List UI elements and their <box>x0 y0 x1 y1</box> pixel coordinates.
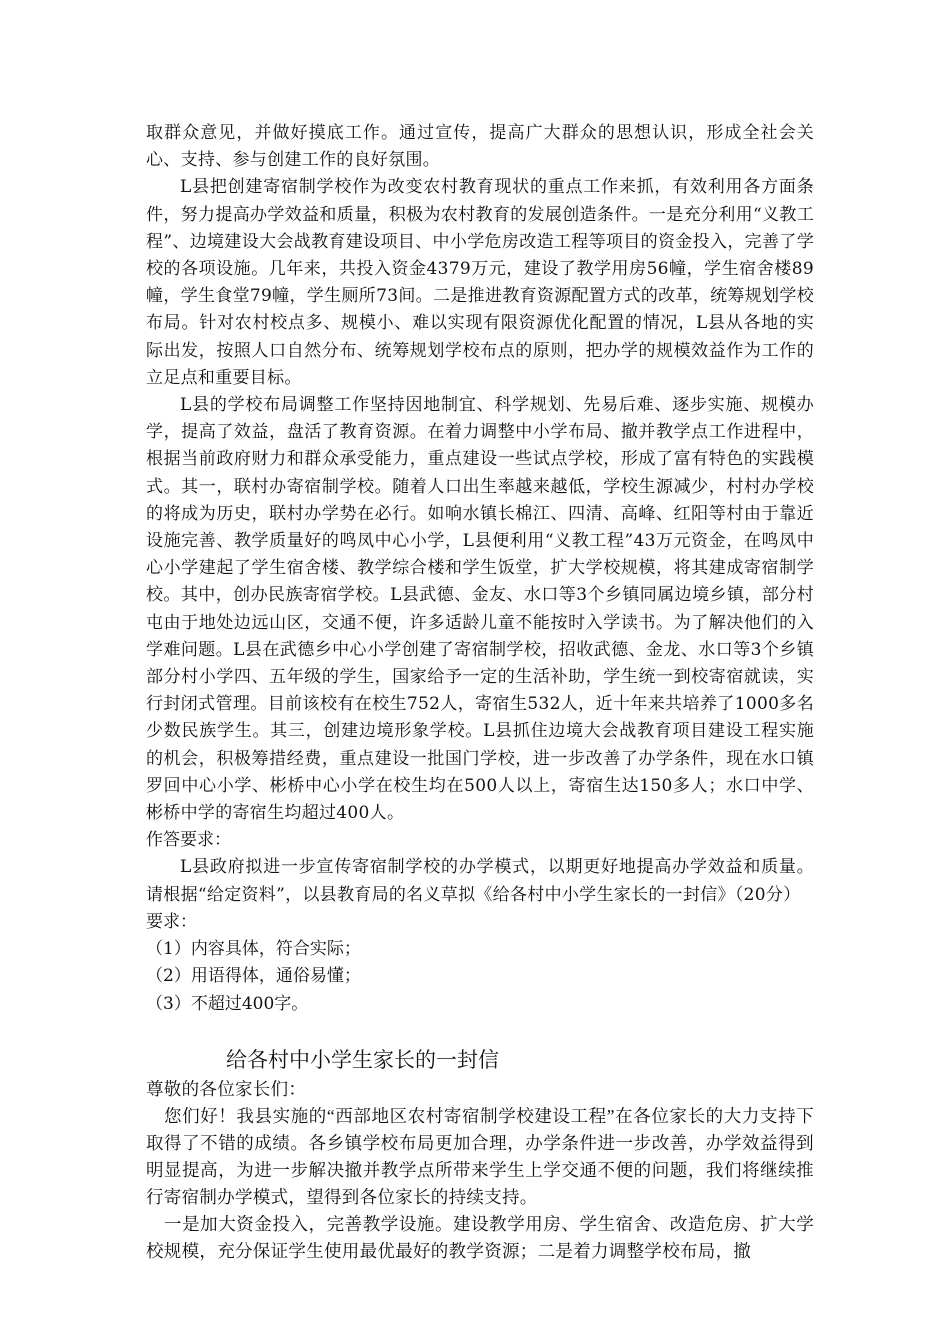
requirements-label: 要求： <box>146 911 197 932</box>
material-paragraph-3: L县的学校布局调整工作坚持因地制宜、科学规划、先易后难、逐步实施、规模办学，提高了效益，盘活了教育资源。在着力调整中小学布局、撤并教学点工作进程中，根据当前政府财力和群众承受能力，重点建设一些试点学校，形成了富有特色的实践模式。其一，联村办寄宿制学校。随着人口出生率越来越低，学校生源减少，村村办学校的将成为历史，联村办学势在必行。如响水镇长棉江、四清、高峰、红阳等村由于靠近设施完善、教学质量好的鸣凤中心小学，L县便利用“义教工程”43万元资金，在鸣凤中心小学建起了学生宿舍楼、教学综合楼和学生饭堂，扩大学校规模，将其建成寄宿制学校。其中，创办民族寄宿学校。L县武德、金友、水口等3个乡镇同属边境乡镇，部分村屯由于地处边远山区，交通不便，许多适龄儿童不能按时入学读书。为了解决他们的入学难问题。L县在武德乡中心小学创建了寄宿制学校，招收武德、金龙、水口等3个乡镇部分村小学四、五年级的学生，国家给予一定的生活补助，学生统一到校寄宿就读，实行封闭式管理。目前该校有在校生752人，寄宿生532人，近十年来共培养了1000多名少数民族学生。其三，创建边境形象学校。L县抓住边境大会战教育项目建设工程实施的机会，积极筹措经费，重点建设一批国门学校，进一步改善了办学条件，现在水口镇罗回中心小学、彬桥中心小学在校生均在500人以上，寄宿生达150多人；水口中学、彬桥中学的寄宿生均超过400人。 <box>146 395 814 824</box>
material-paragraph-1: 取群众意见，并做好摸底工作。通过宣传，提高广大群众的思想认识，形成全社会关心、支持、参与创建工作的良好氛围。 <box>146 123 814 171</box>
letter-salutation: 尊敬的各位家长们： <box>146 1078 307 1099</box>
letter-paragraph-1: 您们好！我县实施的“西部地区农村寄宿制学校建设工程”在各位家长的大力支持下取得了不错的成绩。各乡镇学校布局更加合理，办学条件进一步改善，办学效益得到明显提高，为进一步解决撤并教学点所带来学生上学交通不便的问题，我们将继续推行寄宿制办学模式，望得到各位家长的持续支持。 <box>146 1105 814 1207</box>
requirement-item: （1）内容具体，符合实际； <box>146 939 361 960</box>
letter-paragraph-2: 一是加大资金投入，完善教学设施。建设教学用房、学生宿舍、改造危房、扩大学校规模，充分保证学生使用最优最好的教学资源；二是着力调整学校布局，撤 <box>146 1213 814 1261</box>
requirement-item: （2）用语得体，通俗易懂； <box>146 966 361 987</box>
requirement-item: （3）不超过400字。 <box>146 993 309 1014</box>
task-label: 作答要求： <box>146 830 231 851</box>
task-prompt: L县政府拟进一步宣传寄宿制学校的办学模式，以期更好地提高办学效益和质量。请根据“给定资料”，以县教育局的名义草拟《给各村中小学生家长的一封信》（20分） <box>146 857 814 905</box>
material-paragraph-2: L县把创建寄宿制学校作为改变农村教育现状的重点工作来抓，有效利用各方面条件，努力提高办学效益和质量，积极为农村教育的发展创造条件。一是充分利用“义教工程”、边境建设大会战教育建设项目、中小学危房改造工程等项目的资金投入，完善了学校的各项设施。几年来，共投入资金4379万元，建设了教学用房56幢，学生宿舍楼89幢，学生食堂79幢，学生厕所73间。二是推进教育资源配置方式的改革，统筹规划学校布局。针对农村校点多、规模小、难以实现有限资源优化配置的情况，L县从各地的实际出发，按照人口自然分布、统筹规划学校布点的原则，把办学的规模效益作为工作的立足点和重要目标。 <box>146 177 814 388</box>
letter-body <box>146 1076 814 1265</box>
letter-title: 给各村中小学生家长的一封信 <box>226 1047 499 1072</box>
document-body <box>146 120 814 1265</box>
